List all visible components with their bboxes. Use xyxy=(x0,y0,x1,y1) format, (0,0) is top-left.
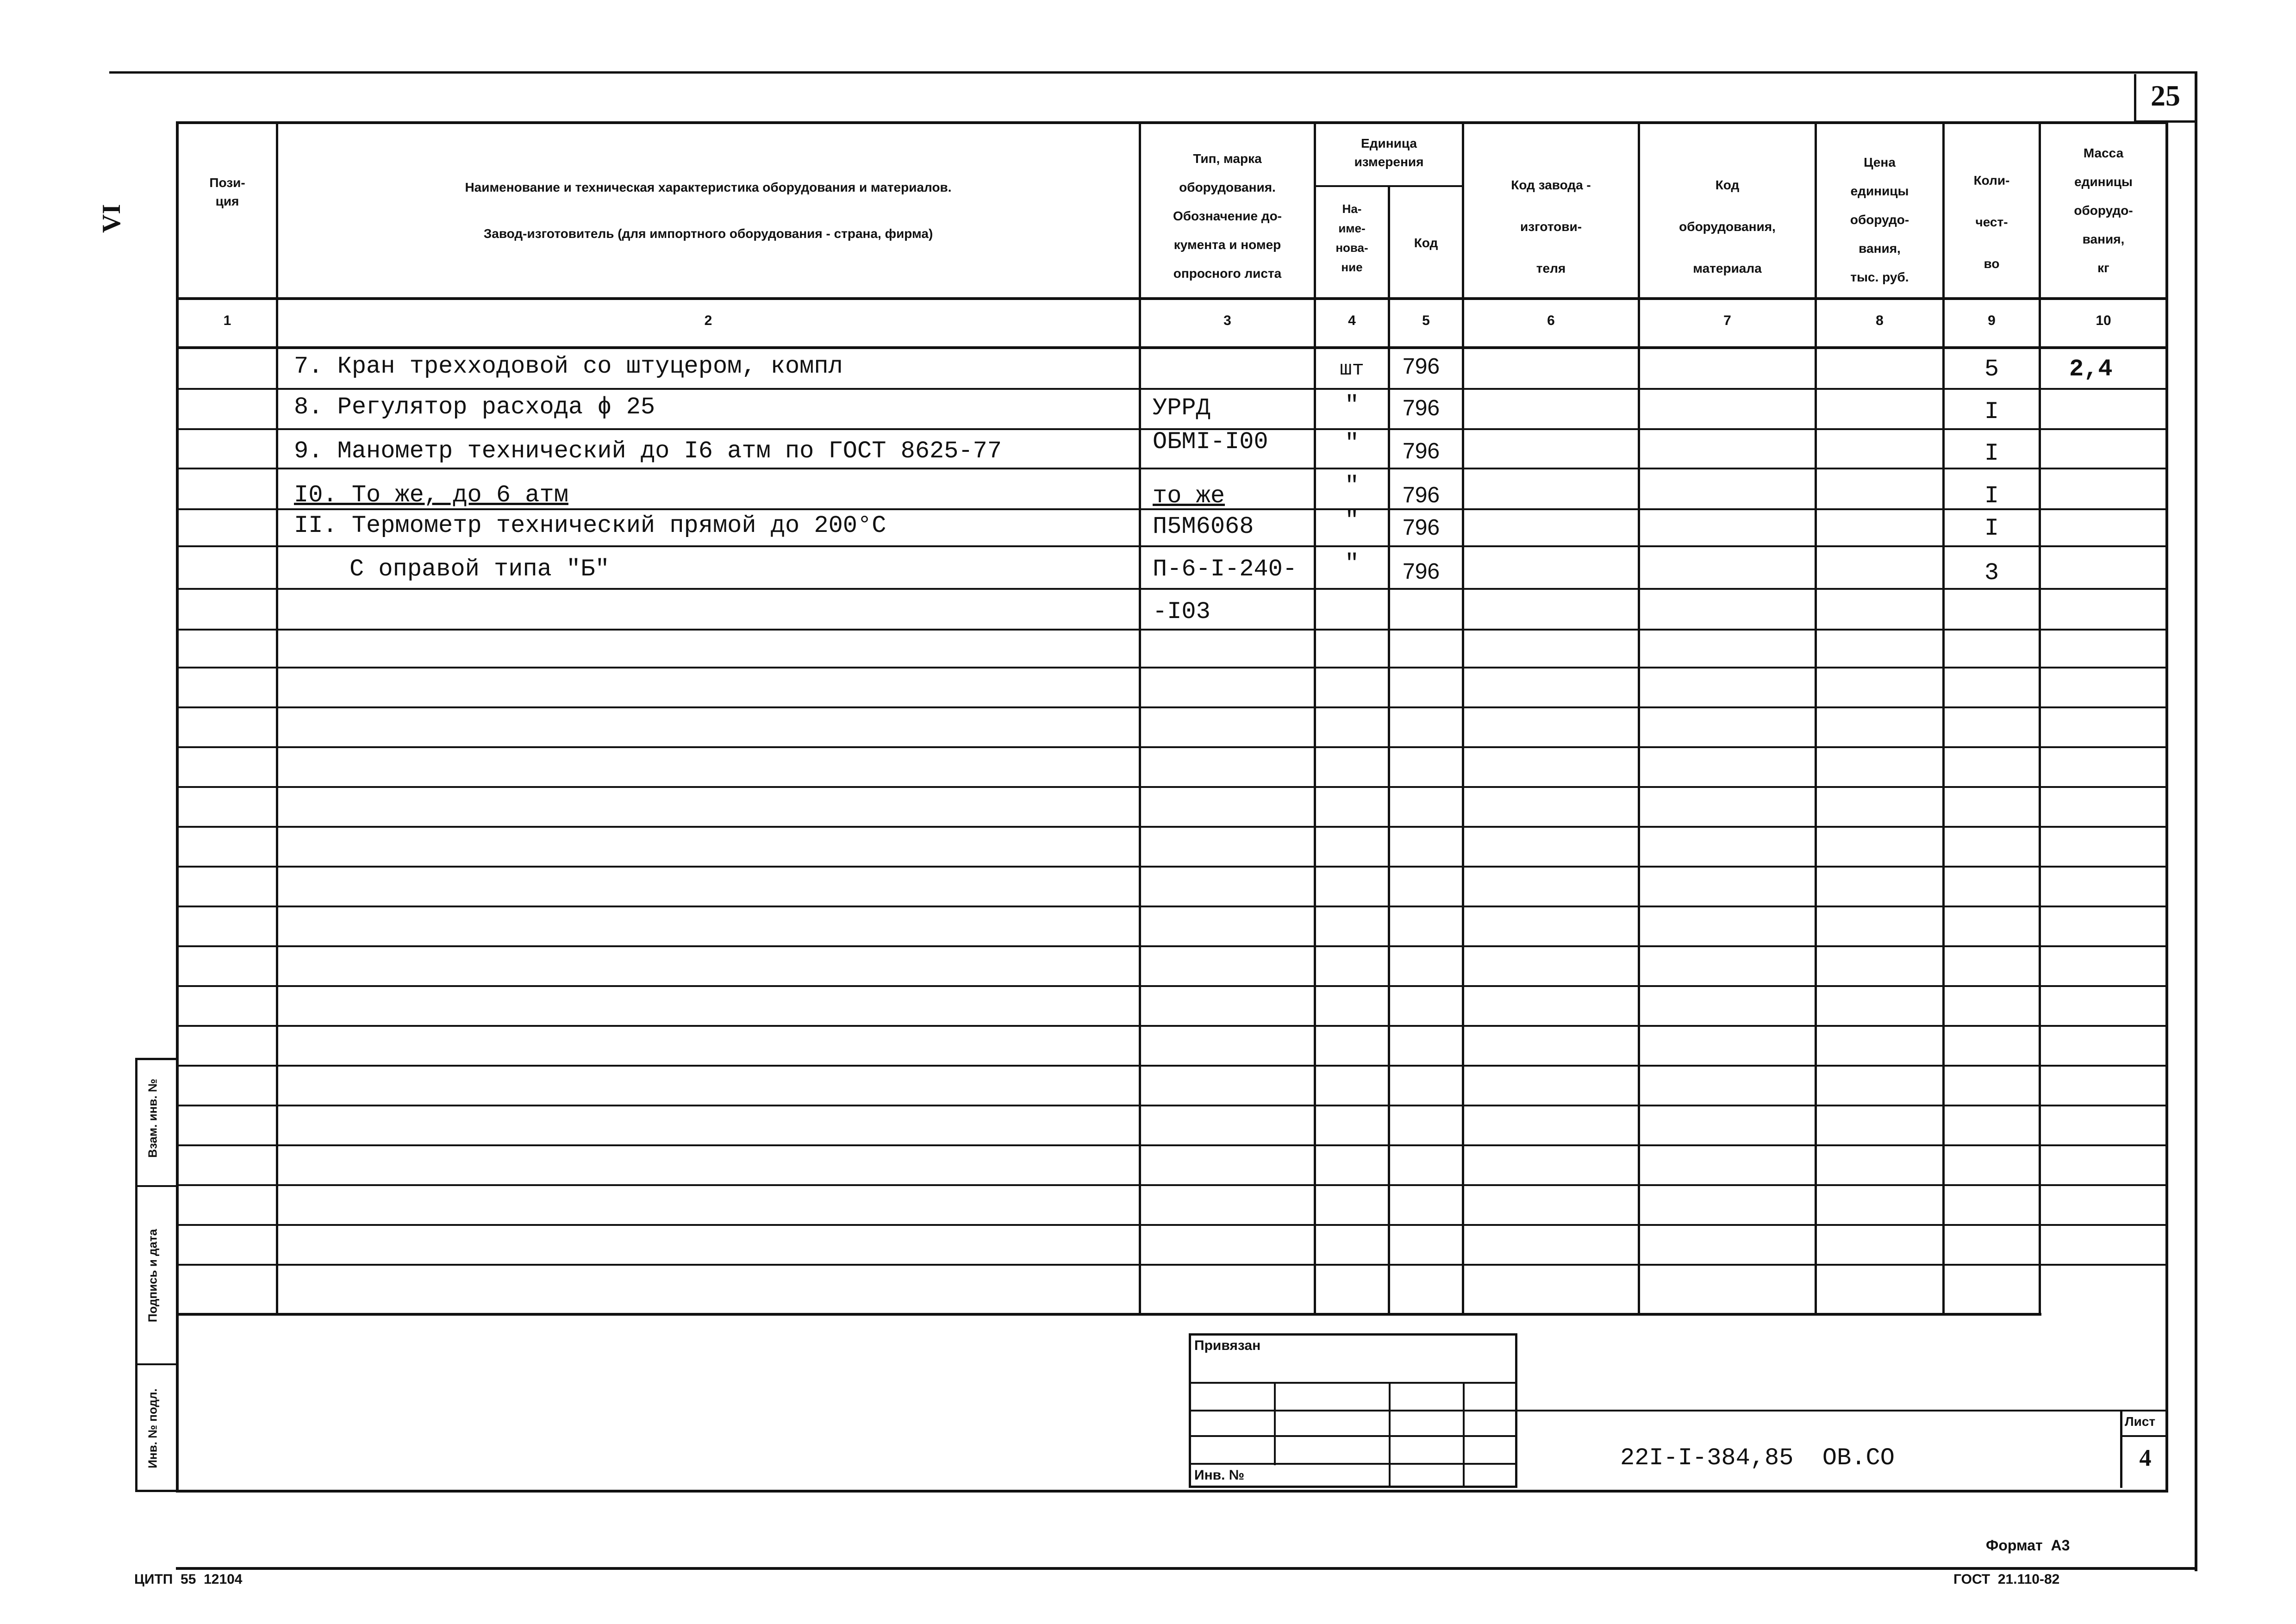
title-col xyxy=(1389,1382,1391,1488)
title-rule xyxy=(1189,1410,1517,1412)
col-number: 3 xyxy=(1223,313,1231,328)
stamp-label: ЦИТП 55 12104 xyxy=(134,1572,243,1587)
row-code: 796 xyxy=(1403,483,1440,507)
side-stamp-rule xyxy=(135,1185,176,1187)
row-rule xyxy=(176,468,2168,469)
row-unit: шт xyxy=(1340,358,1364,381)
header-position: Пози- ция xyxy=(209,175,245,208)
format-label: Формат А3 xyxy=(1986,1537,2070,1554)
row-type: П5М6068 xyxy=(1153,513,1254,540)
gost-label: ГОСТ 21.110-82 xyxy=(1953,1572,2060,1587)
row-code: 796 xyxy=(1403,354,1440,379)
row-qty: I xyxy=(1984,398,1999,425)
side-stamp-upper: Взам. инв. № xyxy=(145,1079,160,1158)
row-qty: 5 xyxy=(1984,356,1999,383)
col-number: 9 xyxy=(1988,313,1996,328)
col-line xyxy=(1638,121,1640,1315)
row-name: 7. Кран трехходовой со штуцером, компл xyxy=(294,353,843,380)
row-mass: 2,4 xyxy=(2069,356,2113,383)
frame-right xyxy=(2195,71,2197,1571)
header-unit-name: На- име- нова- ние xyxy=(1335,202,1368,274)
table-bottom-rule xyxy=(176,1313,2041,1316)
row-qty: I xyxy=(1984,440,1999,467)
col-number: 1 xyxy=(223,313,231,328)
title-col xyxy=(1274,1382,1276,1465)
row-unit: " xyxy=(1344,472,1360,500)
row-code: 796 xyxy=(1403,515,1440,540)
col-line xyxy=(1462,121,1464,1315)
header-name: Наименование и техническая характеристика оборудования и материалов. Завод-изготовитель (для импортного оборудования - страна, фирма) xyxy=(465,180,952,241)
designation-rule xyxy=(1517,1410,2168,1412)
row-rule xyxy=(176,588,2168,590)
row-rule xyxy=(176,1105,2168,1106)
unit-group-rule xyxy=(1314,185,1462,187)
numbers-rule xyxy=(176,346,2168,349)
row-rule xyxy=(176,1144,2168,1146)
col-line xyxy=(1815,121,1817,1315)
row-rule xyxy=(176,1025,2168,1027)
row-name: I0. То же, до 6 атм xyxy=(294,481,568,509)
row-rule xyxy=(176,1264,2168,1266)
header-type: Тип, марка оборудования. Обозначение до- кумента и номер опросного листа xyxy=(1173,151,1282,281)
row-rule xyxy=(176,1184,2168,1186)
col-number: 6 xyxy=(1547,313,1555,328)
margin-mark: VI xyxy=(97,204,126,233)
sheet-number: 4 xyxy=(2139,1445,2152,1471)
row-name: II. Термометр технический прямой до 200°С xyxy=(294,512,886,539)
col-number: 2 xyxy=(704,313,712,328)
title-rule xyxy=(1189,1435,1517,1437)
row-rule xyxy=(176,1224,2168,1226)
col-number: 4 xyxy=(1348,313,1356,328)
row-rule xyxy=(176,629,2168,631)
header-price: Цена единицы оборудо- вания, тыс. руб. xyxy=(1850,155,1909,284)
row-rule xyxy=(176,906,2168,907)
row-type: то же xyxy=(1153,482,1225,510)
row-rule xyxy=(176,545,2168,547)
row-name: 8. Регулятор расхода ϕ 25 xyxy=(294,394,655,421)
row-rule xyxy=(176,866,2168,868)
row-rule xyxy=(176,1065,2168,1067)
col-number: 10 xyxy=(2096,313,2111,328)
row-type: ОБМI-I00 xyxy=(1153,428,1268,456)
row-unit: " xyxy=(1344,507,1360,534)
row-qty: I xyxy=(1984,515,1999,542)
col-line xyxy=(2039,121,2041,1315)
col-line xyxy=(276,121,278,1315)
row-rule xyxy=(176,746,2168,748)
side-stamp-lower: Инв. № подл. xyxy=(145,1388,160,1468)
row-rule xyxy=(176,388,2168,390)
row-unit: " xyxy=(1344,392,1360,419)
row-unit: " xyxy=(1344,550,1360,577)
row-name: 9. Манометр технический до I6 атм по ГОСТ 8625-77 xyxy=(294,437,1002,465)
row-qty: I xyxy=(1984,482,1999,510)
header-quantity: Коли- чест- во xyxy=(1973,173,2010,271)
sheet-label: Лист xyxy=(2125,1414,2156,1429)
col-number: 5 xyxy=(1422,313,1430,328)
row-type: -I03 xyxy=(1153,598,1210,625)
row-code: 796 xyxy=(1403,439,1440,463)
row-rule xyxy=(176,706,2168,708)
header-unit-code: Код xyxy=(1414,236,1438,250)
title-col xyxy=(1463,1382,1465,1488)
inv-label: Инв. № xyxy=(1194,1468,1245,1483)
row-rule xyxy=(176,945,2168,947)
header-rule xyxy=(176,297,2168,300)
row-code: 796 xyxy=(1403,396,1440,420)
sheet-rule xyxy=(2120,1435,2168,1437)
col-number: 7 xyxy=(1723,313,1731,328)
top-rule xyxy=(109,71,2197,74)
col-line xyxy=(1139,121,1141,1315)
row-rule xyxy=(176,826,2168,828)
header-mass: Масса единицы оборудо- вания, кг xyxy=(2074,146,2133,275)
row-type: П-6-I-240- xyxy=(1153,556,1298,583)
title-rule xyxy=(1189,1463,1517,1465)
row-unit: " xyxy=(1344,430,1360,457)
row-rule xyxy=(176,786,2168,788)
frame-bottom xyxy=(176,1567,2197,1570)
attached-label: Привязан xyxy=(1194,1338,1261,1353)
col-number: 8 xyxy=(1876,313,1884,328)
side-stamp-middle: Подпись и дата xyxy=(145,1229,160,1323)
row-rule xyxy=(176,985,2168,987)
header-unit-group: Единица измерения xyxy=(1354,136,1424,169)
col-line xyxy=(1314,121,1316,1315)
row-rule xyxy=(176,667,2168,668)
page-number: 25 xyxy=(2151,79,2180,112)
col-line xyxy=(1942,121,1945,1315)
header-maker-code: Код завода - изготови- теля xyxy=(1511,178,1591,275)
title-rule xyxy=(1189,1382,1517,1384)
row-code: 796 xyxy=(1403,559,1440,584)
side-stamp-rule xyxy=(135,1363,176,1365)
row-type: УРРД xyxy=(1153,394,1210,422)
designation: 22I-I-384,85 ОВ.СО xyxy=(1620,1444,1895,1472)
row-qty: 3 xyxy=(1984,559,1999,587)
header-equipment-code: Код оборудования, материала xyxy=(1679,178,1776,275)
row-name: С оправой типа "Б" xyxy=(349,556,610,583)
